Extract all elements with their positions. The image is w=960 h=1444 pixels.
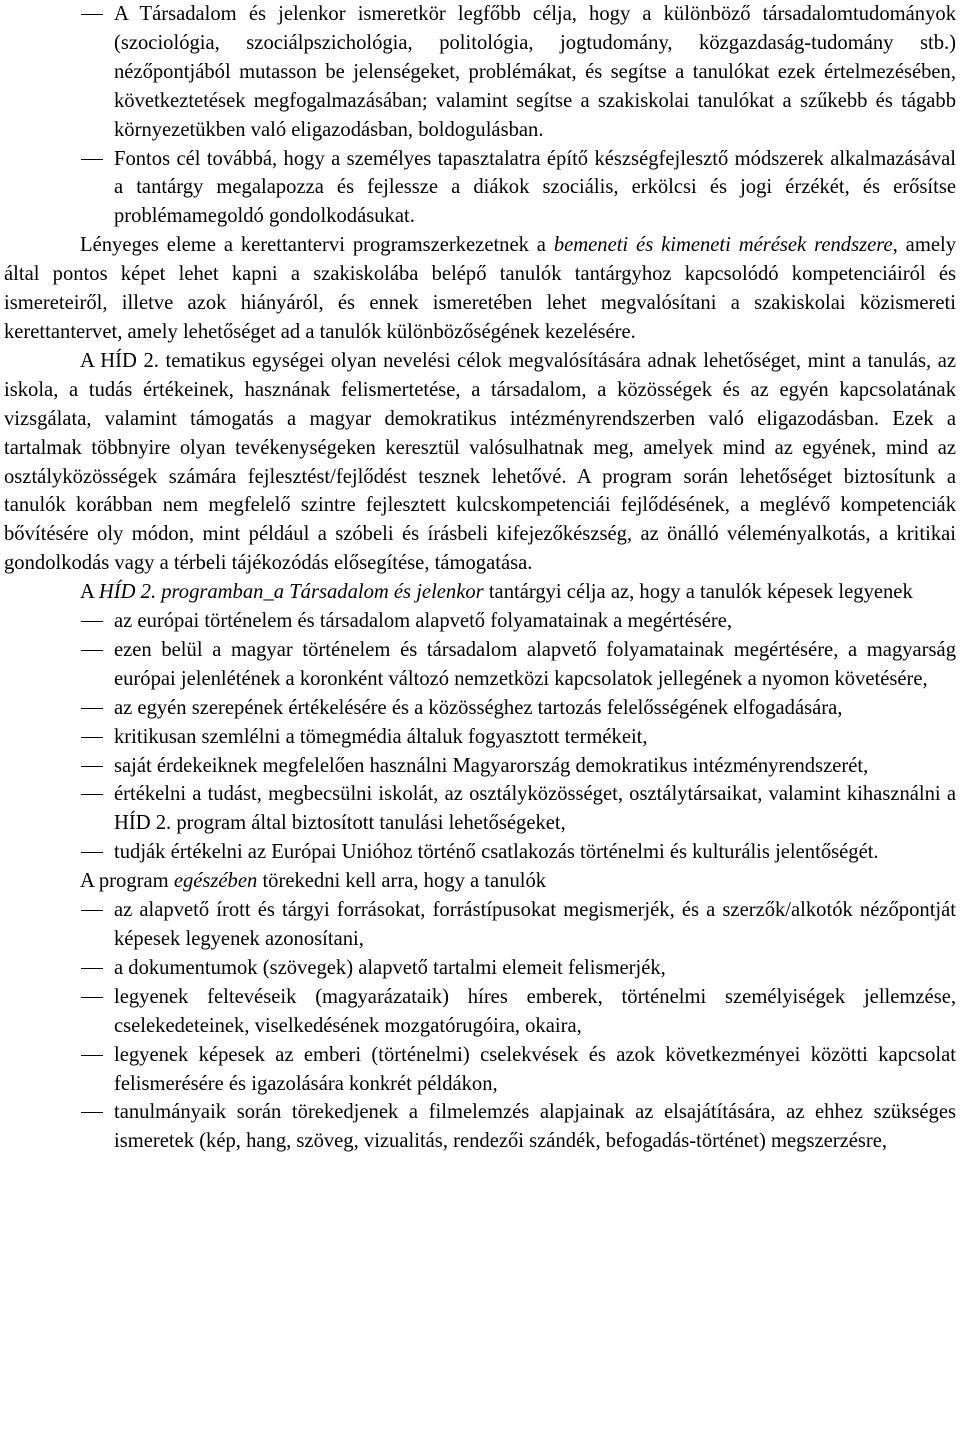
bullet-text: A Társadalom és jelenkor ismeretkör legfőbb célja, hogy a különböző társadalomtudományok (szociológia, szociálpszichológia, politológia, jogtudomány, közgazdaság-tudomány stb.) nézőpontjából mutasson be jelenségeket, problémákat, és segítse a tanulókat ezek értelmezésében, következtetések megfogalmazásában; valamint segítse a szakiskolai tanulókat a szűkebb és tágabb környezetükben való eligazodásban, boldogulásban. <box>114 3 956 141</box>
list-item-text: legyenek képesek az emberi (történelmi) cselekvések és azok következményei közötti kapcsolat felismerésére és igazolására konkrét példákon, <box>114 1043 956 1095</box>
intro-bullet <box>4 0 956 145</box>
paragraph-emphasis: egészében <box>173 870 258 893</box>
dash-bullet-icon <box>81 852 103 853</box>
list-item-text: az egyén szerepének értékelésére és a közösséghez tartozás felelősségének elfogadására, <box>114 696 843 719</box>
paragraph-hid2-goal <box>4 578 956 607</box>
paragraph-program-whole <box>4 867 956 896</box>
dash-bullet-icon <box>81 794 103 795</box>
dash-bullet-icon <box>81 621 103 622</box>
dash-bullet-icon <box>81 997 103 998</box>
list-item <box>4 694 956 723</box>
dash-bullet-icon <box>81 910 103 911</box>
paragraph-emphasis: bemeneti és kimeneti mérések rendszere <box>553 234 893 257</box>
list-item-text: értékelni a tudást, megbecsülni iskolát, az osztályközösséget, osztálytársaikat, valamint kihasználni a HÍD 2. program által biztosított tanulási lehetőségeket, <box>114 783 956 835</box>
dash-bullet-icon <box>81 159 103 160</box>
list-item-text: a dokumentumok (szövegek) alapvető tartalmi elemeit felismerjék, <box>114 956 666 979</box>
list-item-text: kritikusan szemlélni a tömegmédia általuk fogyasztott termékeit, <box>114 725 648 748</box>
list-item <box>4 636 956 694</box>
aims-list <box>4 896 956 1156</box>
paragraph-text: A <box>80 581 99 604</box>
list-item <box>4 752 956 781</box>
list-item-text: legyenek feltevéseik (magyarázataik) híres emberek, történelmi személyiségek jellemzése, cselekedeteinek, viselkedésének mozgatórugóira, okaira, <box>114 985 956 1037</box>
intro-bullet <box>4 145 956 232</box>
list-item <box>4 838 956 867</box>
paragraph-measurement <box>4 231 956 347</box>
list-item <box>4 1098 956 1156</box>
paragraph-text: törekedni kell arra, hogy a tanulók <box>257 870 547 893</box>
paragraph-text: tantárgyi célja az, hogy a tanulók képesek legyenek <box>483 581 913 604</box>
paragraph-emphasis: HÍD 2. programban_a Társadalom és jelenkor <box>98 581 484 604</box>
list-item <box>4 607 956 636</box>
goals-list <box>4 607 956 867</box>
paragraph-text: , amely által pontos képet lehet kapni a szakiskolába belépő tanulók tantárgyhoz kapcsolódó kompetenciáiról és ismereteiről, illetve azok hiányáról, és ennek ismeretében lehet megvalósítani a szakiskolai közismereti kerettantervet, amely lehetőséget ad a tanulók különbözőségének kezelésére. <box>4 234 956 343</box>
list-item-text: tanulmányaik során törekedjenek a filmelemzés alapjainak az elsajátítására, az ehhez szükséges ismeretek (kép, hang, szöveg, vizualitás, rendezői szándék, befogadás-történet) megszerzésre, <box>114 1101 956 1153</box>
list-item-text: az alapvető írott és tárgyi forrásokat, forrástípusokat megismerjék, és a szerzők/alkotók nézőpontját képesek legyenek azonosítani, <box>114 899 956 950</box>
list-item <box>4 983 956 1041</box>
dash-bullet-icon <box>81 650 103 651</box>
list-item <box>4 954 956 983</box>
paragraph-text: A HÍD 2. tematikus egységei olyan nevelési célok megvalósítására adnak lehetőséget, mint a tanulás, az iskola, a tudás értékeinek, hasznának felismertetése, a társadalom, a közösségek és az egyén kapcsolatának vizsgálata, valamint támogatás a magyar demokratikus intézményrendszerben való eligazodásban. Ezek a tartalmak többnyire olyan tevékenységeken keresztül valósulhatnak meg, amelyek mind az egyének, mind az osztályközösségek számára fejlesztést/fejlődést tesznek lehetővé. A program során lehetőséget biztosítunk a tanulók korábban nem megfelelő szintre fejlesztett kulcskompetenciái fejlődésének, a meglévő kompetenciák bővítésére oly módon, mint például a szóbeli és írásbeli kifejezőkészség, az önálló véleményalkotás, a kritikai gondolkodás vagy a térbeli tájékozódás elősegítése, támogatása. <box>4 349 956 575</box>
dash-bullet-icon <box>81 14 103 15</box>
dash-bullet-icon <box>81 737 103 738</box>
dash-bullet-icon <box>81 968 103 969</box>
document-page <box>4 0 956 1156</box>
dash-bullet-icon <box>81 708 103 709</box>
bullet-text: Fontos cél továbbá, hogy a személyes tapasztalatra építő készségfejlesztő módszerek alkalmazásával a tantárgy megalapozza és fejlessze a diákok szociális, erkölcsi és jogi érzékét, és erősítse problémamegoldó gondolkodásukat. <box>114 147 956 228</box>
list-item <box>4 723 956 752</box>
paragraph-text: A program <box>80 870 174 893</box>
list-item <box>4 1041 956 1099</box>
list-item-text: saját érdekeiknek megfelelően használni Magyarország demokratikus intézményrendszerét, <box>114 754 869 777</box>
list-item <box>4 780 956 838</box>
list-item-text: tudják értékelni az Európai Unióhoz történő csatlakozás történelmi és kulturális jelentőségét. <box>114 841 879 864</box>
dash-bullet-icon <box>81 766 103 767</box>
dash-bullet-icon <box>81 1112 103 1113</box>
paragraph-hid2-units <box>4 347 956 578</box>
dash-bullet-icon <box>81 1055 103 1056</box>
list-item-text: az európai történelem és társadalom alapvető folyamatainak a megértésére, <box>114 610 733 633</box>
paragraph-text: Lényeges eleme a kerettantervi programszerkezetnek a <box>80 234 554 257</box>
list-item <box>4 896 956 954</box>
list-item-text: ezen belül a magyar történelem és társadalom alapvető folyamatainak megértésére, a magyarság európai jelenlétének a koronként változó nemzetközi kapcsolatok jellegének a nyomon követésére, <box>114 638 956 690</box>
